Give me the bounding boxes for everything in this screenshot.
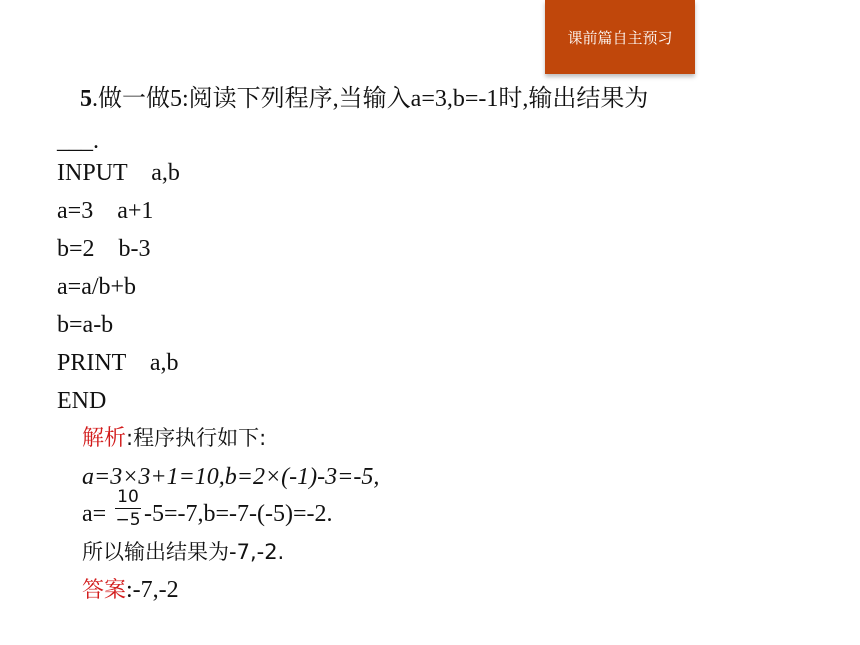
solution-line-2-prefix: a= — [82, 501, 107, 527]
code-line-a-assign: a=3 a+1 — [57, 198, 154, 224]
solution-label: 解析 — [82, 426, 127, 451]
fraction-denominator: −5 — [115, 510, 141, 530]
answer-value: :-7,-2 — [126, 577, 179, 603]
code-line-a-compute: a=a/b+b — [57, 274, 137, 300]
answer-label: 答案 — [82, 578, 127, 603]
solution-intro-text: :程序执行如下: — [126, 426, 267, 450]
answer-blank: ___. — [57, 128, 99, 154]
answer — [82, 575, 179, 606]
solution-line-1: a=3×3+1=10,b=2×(-1)-3=-5, — [82, 464, 380, 490]
code-line-b-assign: b=2 b-3 — [57, 236, 151, 262]
fraction-numerator: 10 — [117, 487, 139, 507]
code-line-b-compute: b=a-b — [57, 312, 114, 338]
solution-intro — [82, 423, 266, 454]
code-line-print: PRINT a,b — [57, 350, 179, 376]
question-text: .做一做5:阅读下列程序,当输入a=3,b=-1时,输出结果为 — [92, 86, 649, 112]
fraction — [115, 487, 141, 530]
question — [80, 84, 648, 114]
code-line-end: END — [57, 388, 107, 414]
code-line-input: INPUT a,b — [57, 160, 180, 186]
question-number: 5 — [80, 86, 92, 112]
solution-line-3: 所以输出结果为-7,-2. — [82, 540, 285, 564]
section-tag: 课前篇自主预习 — [545, 0, 695, 74]
solution-line-2-suffix: -5=-7,b=-7-(-5)=-2. — [144, 501, 333, 527]
fraction-bar — [115, 508, 141, 509]
